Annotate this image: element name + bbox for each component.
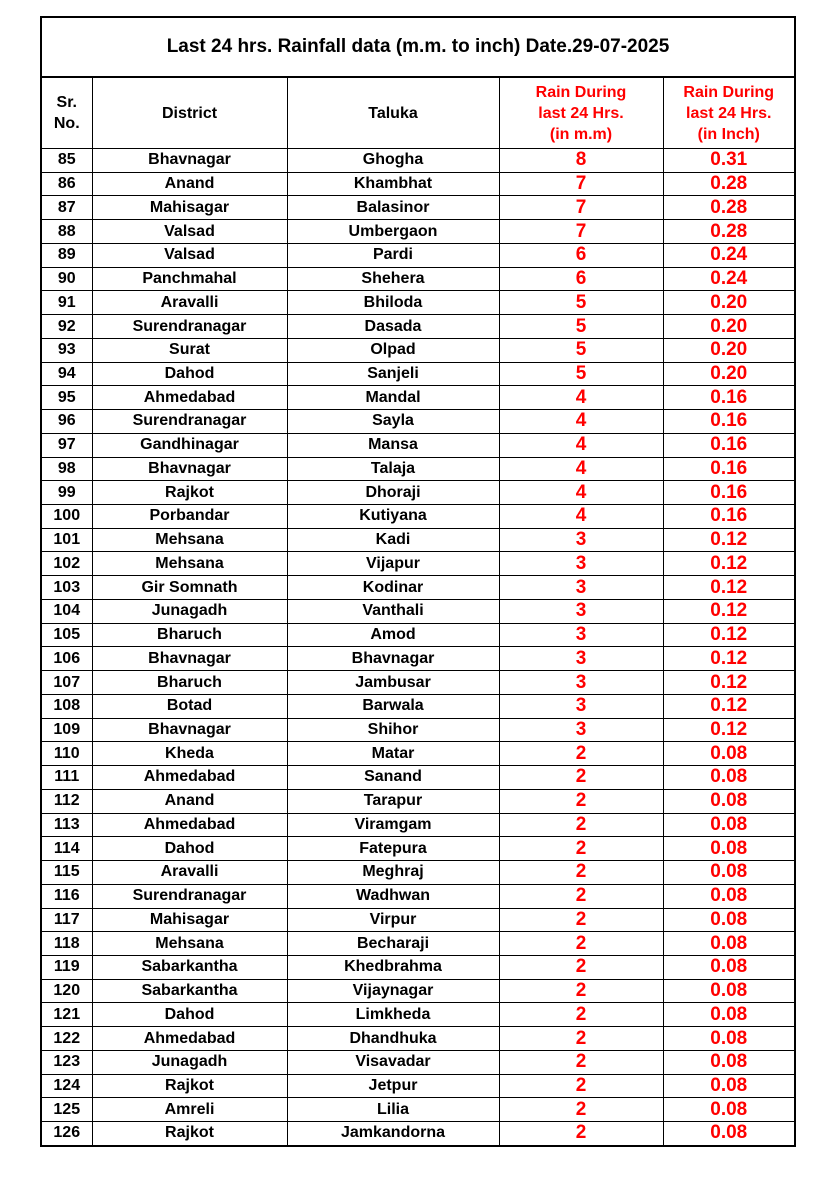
rain-mm-cell: 4	[499, 457, 663, 481]
district-cell: Botad	[92, 694, 287, 718]
rain-inch-cell: 0.08	[663, 742, 795, 766]
district-cell: Bhavnagar	[92, 457, 287, 481]
sr-cell: 94	[41, 362, 92, 386]
rain-mm-cell: 4	[499, 410, 663, 434]
district-cell: Ahmedabad	[92, 813, 287, 837]
district-cell: Bharuch	[92, 623, 287, 647]
table-row	[41, 149, 795, 173]
taluka-cell: Jamkandorna	[287, 1122, 499, 1146]
rain-mm-cell: 3	[499, 623, 663, 647]
taluka-cell: Amod	[287, 623, 499, 647]
rain-mm-cell: 6	[499, 267, 663, 291]
rain-mm-cell: 7	[499, 196, 663, 220]
district-cell: Ahmedabad	[92, 766, 287, 790]
sr-cell: 120	[41, 979, 92, 1003]
district-cell: Mehsana	[92, 528, 287, 552]
district-cell: Dahod	[92, 837, 287, 861]
rain-inch-cell: 0.08	[663, 813, 795, 837]
sr-cell: 93	[41, 338, 92, 362]
rain-inch-cell: 0.28	[663, 196, 795, 220]
table-row	[41, 932, 795, 956]
header-row	[41, 77, 795, 149]
rain-mm-cell: 4	[499, 433, 663, 457]
rain-mm-cell: 3	[499, 528, 663, 552]
district-cell: Surat	[92, 338, 287, 362]
rain-inch-cell: 0.12	[663, 552, 795, 576]
taluka-cell: Bhiloda	[287, 291, 499, 315]
rain-inch-cell: 0.08	[663, 789, 795, 813]
table-row	[41, 1050, 795, 1074]
rain-inch-cell: 0.08	[663, 1027, 795, 1051]
rain-inch-cell: 0.20	[663, 338, 795, 362]
taluka-cell: Ghogha	[287, 149, 499, 173]
district-cell: Rajkot	[92, 1122, 287, 1146]
table-row	[41, 1003, 795, 1027]
district-cell: Mahisagar	[92, 908, 287, 932]
district-cell: Rajkot	[92, 481, 287, 505]
district-cell: Gandhinagar	[92, 433, 287, 457]
district-cell: Surendranagar	[92, 410, 287, 434]
sr-cell: 111	[41, 766, 92, 790]
sr-cell: 88	[41, 220, 92, 244]
taluka-cell: Kodinar	[287, 576, 499, 600]
table-row	[41, 338, 795, 362]
table-row	[41, 220, 795, 244]
rain-inch-cell: 0.16	[663, 386, 795, 410]
rain-inch-cell: 0.12	[663, 528, 795, 552]
rain-inch-cell: 0.28	[663, 172, 795, 196]
district-cell: Gir Somnath	[92, 576, 287, 600]
rain-mm-cell: 3	[499, 718, 663, 742]
rain-mm-cell: 3	[499, 647, 663, 671]
rain-mm-cell: 2	[499, 1074, 663, 1098]
sr-cell: 125	[41, 1098, 92, 1122]
rain-mm-cell: 2	[499, 955, 663, 979]
sr-cell: 121	[41, 1003, 92, 1027]
sr-cell: 108	[41, 694, 92, 718]
taluka-cell: Dhandhuka	[287, 1027, 499, 1051]
taluka-cell: Barwala	[287, 694, 499, 718]
rain-mm-cell: 3	[499, 694, 663, 718]
rain-mm-cell: 7	[499, 220, 663, 244]
district-cell: Ahmedabad	[92, 386, 287, 410]
taluka-cell: Becharaji	[287, 932, 499, 956]
district-cell: Anand	[92, 172, 287, 196]
district-cell: Valsad	[92, 243, 287, 267]
sr-cell: 123	[41, 1050, 92, 1074]
district-cell: Mehsana	[92, 932, 287, 956]
table-row	[41, 267, 795, 291]
taluka-cell: Sanand	[287, 766, 499, 790]
taluka-cell: Viramgam	[287, 813, 499, 837]
rain-inch-cell: 0.12	[663, 576, 795, 600]
sr-cell: 126	[41, 1122, 92, 1146]
sr-cell: 114	[41, 837, 92, 861]
rain-inch-cell: 0.20	[663, 291, 795, 315]
sr-cell: 119	[41, 955, 92, 979]
rain-inch-cell: 0.16	[663, 410, 795, 434]
table-row	[41, 671, 795, 695]
rain-inch-cell: 0.20	[663, 362, 795, 386]
taluka-cell: Shihor	[287, 718, 499, 742]
rain-inch-cell: 0.08	[663, 884, 795, 908]
sr-cell: 118	[41, 932, 92, 956]
sr-cell: 117	[41, 908, 92, 932]
table-row	[41, 955, 795, 979]
rain-mm-cell: 4	[499, 386, 663, 410]
sr-cell: 100	[41, 505, 92, 529]
sr-cell: 98	[41, 457, 92, 481]
taluka-cell: Wadhwan	[287, 884, 499, 908]
rain-inch-cell: 0.08	[663, 979, 795, 1003]
taluka-cell: Bhavnagar	[287, 647, 499, 671]
rain-inch-cell: 0.08	[663, 766, 795, 790]
header-rain-mm: Rain During last 24 Hrs. (in m.m)	[499, 77, 663, 149]
rain-inch-cell: 0.16	[663, 457, 795, 481]
rain-inch-cell: 0.12	[663, 599, 795, 623]
rain-mm-cell: 2	[499, 1098, 663, 1122]
rainfall-table	[40, 16, 796, 1147]
taluka-cell: Matar	[287, 742, 499, 766]
table-row	[41, 599, 795, 623]
sr-cell: 116	[41, 884, 92, 908]
sr-cell: 103	[41, 576, 92, 600]
table-row	[41, 908, 795, 932]
rain-mm-cell: 2	[499, 908, 663, 932]
taluka-cell: Jambusar	[287, 671, 499, 695]
rain-mm-cell: 2	[499, 813, 663, 837]
rain-inch-cell: 0.12	[663, 671, 795, 695]
rain-mm-cell: 5	[499, 338, 663, 362]
taluka-cell: Kadi	[287, 528, 499, 552]
rain-inch-cell: 0.16	[663, 433, 795, 457]
district-cell: Surendranagar	[92, 884, 287, 908]
rain-mm-cell: 2	[499, 1122, 663, 1146]
taluka-cell: Vijapur	[287, 552, 499, 576]
taluka-cell: Visavadar	[287, 1050, 499, 1074]
taluka-cell: Fatepura	[287, 837, 499, 861]
district-cell: Dahod	[92, 1003, 287, 1027]
taluka-cell: Talaja	[287, 457, 499, 481]
table-row	[41, 742, 795, 766]
sr-cell: 86	[41, 172, 92, 196]
sr-cell: 113	[41, 813, 92, 837]
sr-cell: 115	[41, 861, 92, 885]
sr-cell: 89	[41, 243, 92, 267]
table-row	[41, 837, 795, 861]
taluka-cell: Virpur	[287, 908, 499, 932]
district-cell: Bhavnagar	[92, 718, 287, 742]
sr-cell: 85	[41, 149, 92, 173]
sr-cell: 101	[41, 528, 92, 552]
table-row	[41, 884, 795, 908]
taluka-cell: Vijaynagar	[287, 979, 499, 1003]
rain-inch-cell: 0.08	[663, 837, 795, 861]
taluka-cell: Mansa	[287, 433, 499, 457]
table-row	[41, 315, 795, 339]
rain-inch-cell: 0.12	[663, 623, 795, 647]
sr-cell: 110	[41, 742, 92, 766]
rain-mm-cell: 2	[499, 979, 663, 1003]
rain-inch-cell: 0.08	[663, 1050, 795, 1074]
taluka-cell: Meghraj	[287, 861, 499, 885]
table-row	[41, 1098, 795, 1122]
district-cell: Sabarkantha	[92, 955, 287, 979]
rain-inch-cell: 0.08	[663, 861, 795, 885]
rain-mm-cell: 6	[499, 243, 663, 267]
rainfall-sheet	[40, 16, 794, 1147]
district-cell: Bhavnagar	[92, 647, 287, 671]
rain-mm-cell: 3	[499, 599, 663, 623]
rain-mm-cell: 4	[499, 481, 663, 505]
sr-cell: 109	[41, 718, 92, 742]
district-cell: Junagadh	[92, 1050, 287, 1074]
taluka-cell: Pardi	[287, 243, 499, 267]
taluka-cell: Olpad	[287, 338, 499, 362]
table-row	[41, 979, 795, 1003]
table-row	[41, 813, 795, 837]
rain-inch-cell: 0.12	[663, 718, 795, 742]
table-row	[41, 410, 795, 434]
taluka-cell: Balasinor	[287, 196, 499, 220]
table-row	[41, 362, 795, 386]
taluka-cell: Lilia	[287, 1098, 499, 1122]
table-row	[41, 1122, 795, 1146]
rain-inch-cell: 0.08	[663, 932, 795, 956]
table-row	[41, 481, 795, 505]
rain-mm-cell: 2	[499, 1027, 663, 1051]
district-cell: Bharuch	[92, 671, 287, 695]
rain-mm-cell: 7	[499, 172, 663, 196]
table-row	[41, 1074, 795, 1098]
rain-mm-cell: 2	[499, 789, 663, 813]
sr-cell: 95	[41, 386, 92, 410]
rain-mm-cell: 8	[499, 149, 663, 173]
rain-inch-cell: 0.16	[663, 505, 795, 529]
rain-inch-cell: 0.24	[663, 243, 795, 267]
table-row	[41, 457, 795, 481]
taluka-cell: Shehera	[287, 267, 499, 291]
rain-mm-cell: 5	[499, 362, 663, 386]
district-cell: Valsad	[92, 220, 287, 244]
rain-inch-cell: 0.08	[663, 1098, 795, 1122]
table-row	[41, 647, 795, 671]
table-row	[41, 623, 795, 647]
district-cell: Mahisagar	[92, 196, 287, 220]
sr-cell: 122	[41, 1027, 92, 1051]
rain-inch-cell: 0.31	[663, 149, 795, 173]
rain-mm-cell: 2	[499, 1050, 663, 1074]
sr-cell: 124	[41, 1074, 92, 1098]
district-cell: Panchmahal	[92, 267, 287, 291]
rain-mm-cell: 2	[499, 837, 663, 861]
district-cell: Amreli	[92, 1098, 287, 1122]
header-rain-inch: Rain During last 24 Hrs. (in Inch)	[663, 77, 795, 149]
table-row	[41, 172, 795, 196]
sr-cell: 106	[41, 647, 92, 671]
rain-mm-cell: 2	[499, 766, 663, 790]
table-row	[41, 433, 795, 457]
table-row	[41, 243, 795, 267]
rain-inch-cell: 0.12	[663, 694, 795, 718]
header-district: District	[92, 77, 287, 149]
rain-inch-cell: 0.28	[663, 220, 795, 244]
table-body	[41, 149, 795, 1146]
table-row	[41, 766, 795, 790]
table-row	[41, 789, 795, 813]
table-row	[41, 718, 795, 742]
rain-mm-cell: 4	[499, 505, 663, 529]
rain-mm-cell: 2	[499, 742, 663, 766]
taluka-cell: Umbergaon	[287, 220, 499, 244]
sr-cell: 99	[41, 481, 92, 505]
header-taluka: Taluka	[287, 77, 499, 149]
rain-inch-cell: 0.08	[663, 955, 795, 979]
district-cell: Ahmedabad	[92, 1027, 287, 1051]
rain-inch-cell: 0.08	[663, 1003, 795, 1027]
header-sr-no: Sr. No.	[41, 77, 92, 149]
district-cell: Sabarkantha	[92, 979, 287, 1003]
rain-mm-cell: 3	[499, 671, 663, 695]
sr-cell: 104	[41, 599, 92, 623]
rain-inch-cell: 0.12	[663, 647, 795, 671]
district-cell: Mehsana	[92, 552, 287, 576]
rain-mm-cell: 2	[499, 884, 663, 908]
district-cell: Dahod	[92, 362, 287, 386]
taluka-cell: Jetpur	[287, 1074, 499, 1098]
table-row	[41, 861, 795, 885]
taluka-cell: Mandal	[287, 386, 499, 410]
taluka-cell: Khedbrahma	[287, 955, 499, 979]
rain-mm-cell: 2	[499, 1003, 663, 1027]
district-cell: Porbandar	[92, 505, 287, 529]
district-cell: Junagadh	[92, 599, 287, 623]
rain-inch-cell: 0.08	[663, 1074, 795, 1098]
table-row	[41, 1027, 795, 1051]
table-row	[41, 196, 795, 220]
district-cell: Aravalli	[92, 291, 287, 315]
page-title: Last 24 hrs. Rainfall data (m.m. to inch) Date.29-07-2025	[41, 17, 795, 77]
rain-inch-cell: 0.08	[663, 908, 795, 932]
taluka-cell: Kutiyana	[287, 505, 499, 529]
table-row	[41, 528, 795, 552]
sr-cell: 102	[41, 552, 92, 576]
district-cell: Anand	[92, 789, 287, 813]
district-cell: Bhavnagar	[92, 149, 287, 173]
rain-inch-cell: 0.24	[663, 267, 795, 291]
taluka-cell: Dhoraji	[287, 481, 499, 505]
table-row	[41, 694, 795, 718]
rain-mm-cell: 3	[499, 576, 663, 600]
rain-mm-cell: 3	[499, 552, 663, 576]
taluka-cell: Limkheda	[287, 1003, 499, 1027]
rain-mm-cell: 2	[499, 861, 663, 885]
rain-inch-cell: 0.16	[663, 481, 795, 505]
district-cell: Kheda	[92, 742, 287, 766]
sr-cell: 107	[41, 671, 92, 695]
taluka-cell: Vanthali	[287, 599, 499, 623]
table-row	[41, 552, 795, 576]
district-cell: Aravalli	[92, 861, 287, 885]
sr-cell: 97	[41, 433, 92, 457]
district-cell: Surendranagar	[92, 315, 287, 339]
table-row	[41, 386, 795, 410]
sr-cell: 90	[41, 267, 92, 291]
sr-cell: 92	[41, 315, 92, 339]
sr-cell: 96	[41, 410, 92, 434]
rain-mm-cell: 5	[499, 315, 663, 339]
taluka-cell: Sayla	[287, 410, 499, 434]
rain-mm-cell: 5	[499, 291, 663, 315]
taluka-cell: Sanjeli	[287, 362, 499, 386]
district-cell: Rajkot	[92, 1074, 287, 1098]
taluka-cell: Dasada	[287, 315, 499, 339]
table-row	[41, 576, 795, 600]
table-row	[41, 291, 795, 315]
rain-inch-cell: 0.20	[663, 315, 795, 339]
taluka-cell: Tarapur	[287, 789, 499, 813]
sr-cell: 91	[41, 291, 92, 315]
rain-mm-cell: 2	[499, 932, 663, 956]
table-row	[41, 505, 795, 529]
rain-inch-cell: 0.08	[663, 1122, 795, 1146]
sr-cell: 105	[41, 623, 92, 647]
sr-cell: 87	[41, 196, 92, 220]
sr-cell: 112	[41, 789, 92, 813]
taluka-cell: Khambhat	[287, 172, 499, 196]
